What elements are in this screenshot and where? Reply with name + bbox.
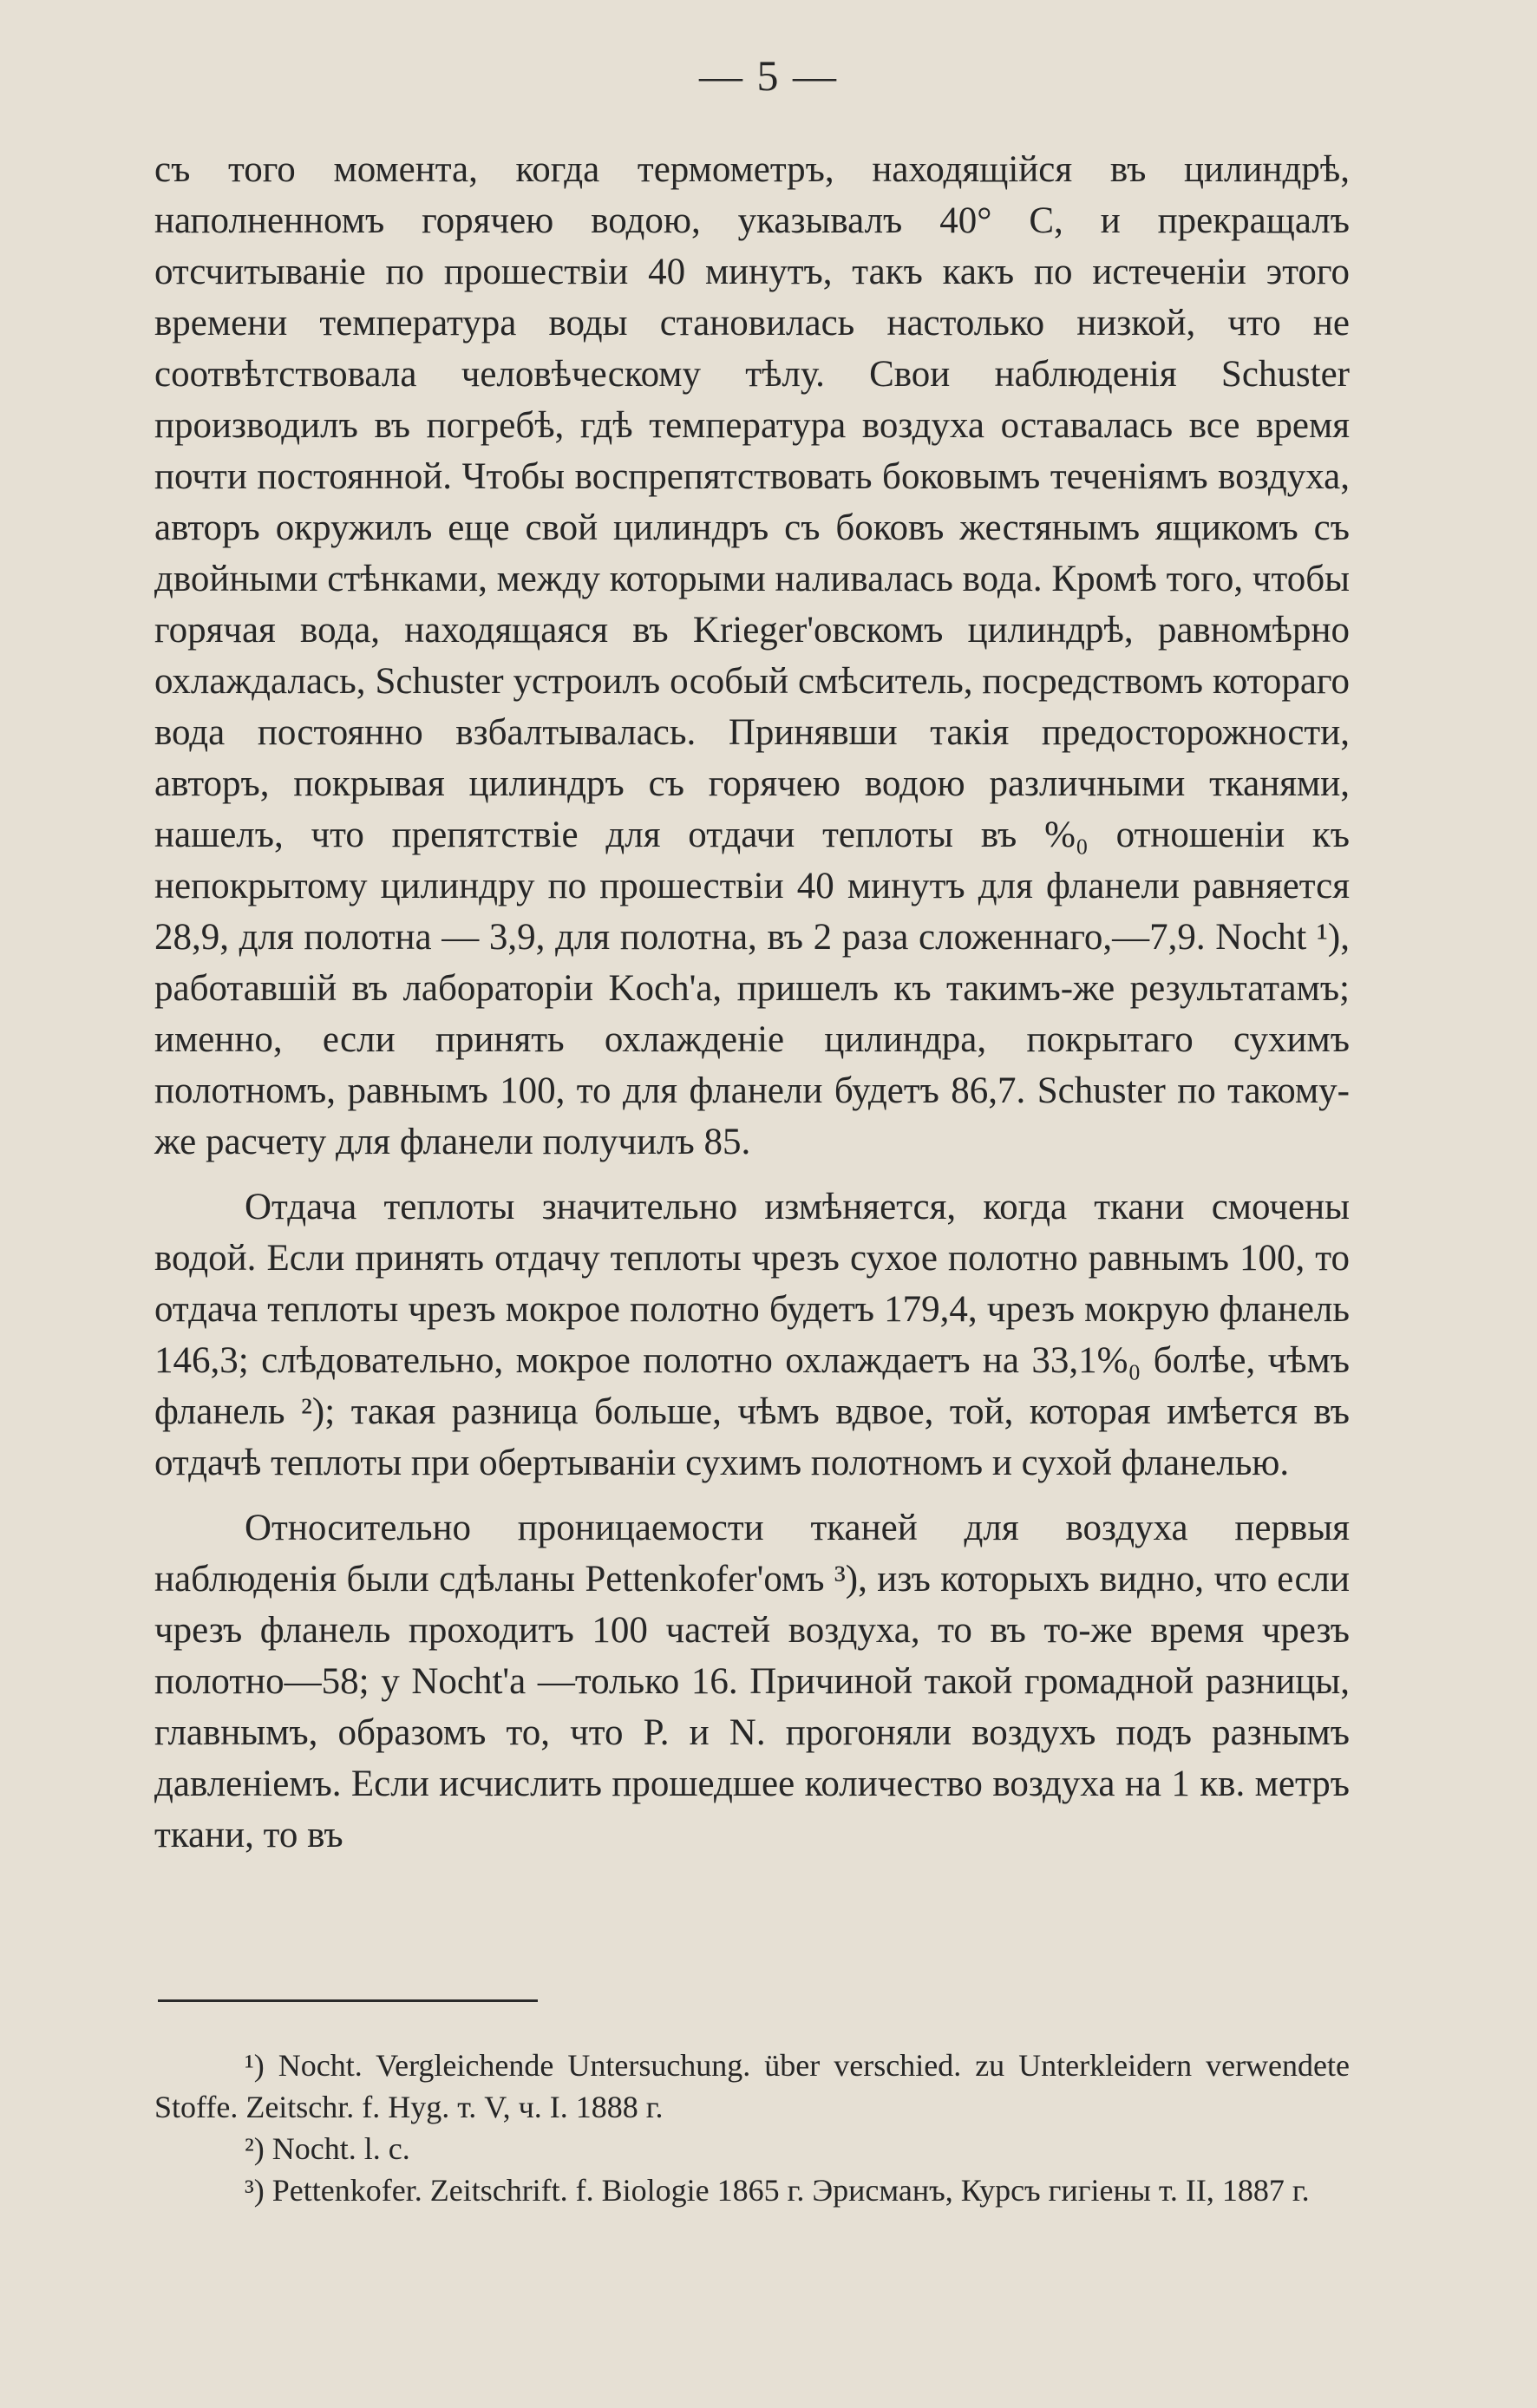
footnotes bbox=[154, 2045, 1350, 2211]
footnote-divider bbox=[158, 1999, 538, 2002]
footnote-3: ³) Pettenkofer. Zeitschrift. f. Biologie 1865 г. Эрисманъ, Курсъ гигіены т. II, 1887 г. bbox=[245, 2173, 1310, 2208]
paragraph-2: Отдача теплоты значительно измѣняется, когда ткани смочены водой. Если принять отдачу теплоты чрезъ сухое полотно равнымъ 100, то отдача теплоты чрезъ мокрое полотно будетъ 179,4, чрезъ мокрую фланель 146,3; слѣдовательно, мокрое полотно охлаждаетъ на 33,1%₀ болѣе, чѣмъ фланель ²); такая разница больше, чѣмъ вдвое, той, которая имѣется въ отдачѣ теплоты при обертываніи сухимъ полотномъ и сухой фланелью. bbox=[154, 1187, 1350, 1483]
footnote-1: ¹) Nocht. Vergleichende Untersuchung. über verschied. zu Unterkleidern verwendete Stoffe. Zeitschr. f. Hyg. т. V, ч. I. 1888 г. bbox=[154, 2048, 1350, 2124]
paragraph-1: съ того момента, когда термометръ, находящійся въ цилиндрѣ, наполненномъ горячею водою, указывалъ 40° C, и прекращалъ отсчитываніе по прошествіи 40 минутъ, такъ какъ по истеченіи этого времени температура воды становилась настолько низкой, что не соотвѣтствовала человѣческому тѣлу. Свои наблюденія Schuster производилъ въ погребѣ, гдѣ температура воздуха оставалась все время почти постоянной. Чтобы воспрепятствовать боковымъ теченіямъ воздуха, авторъ окружилъ еще свой цилиндръ съ боковъ жестянымъ ящикомъ съ двойными стѣнками, между которыми наливалась вода. Кромѣ того, чтобы горячая вода, находящаяся въ Krieger'овскомъ цилиндрѣ, равномѣрно охлаждалась, Schuster устроилъ особый смѣситель, посредствомъ котораго вода постоянно взбалтывалась. Принявши такія предосторожности, авторъ, покрывая цилиндръ съ горячею водою различными тканями, нашелъ, что препятствіе для отдачи теплоты въ %₀ отношеніи къ непокрытому цилиндру по прошествіи 40 минутъ для фланели равняется 28,9, для полотна — 3,9, для полотна, въ 2 раза сложеннаго,—7,9. Nocht ¹), работавшій въ лабораторіи Koch'а, пришелъ къ такимъ-же результатамъ; именно, если принять охлажденіе цилиндра, покрытаго сухимъ полотномъ, равнымъ 100, то для фланели будетъ 86,7. Schuster по такому-же расчету для фланели получилъ 85. bbox=[154, 149, 1350, 1162]
footnote-2: ²) Nocht. l. c. bbox=[245, 2131, 410, 2166]
body-text bbox=[154, 144, 1350, 1861]
page-number: — 5 — bbox=[699, 51, 838, 100]
paragraph-3: Относительно проницаемости тканей для воздуха первыя наблюденія были сдѣланы Pettenkofer'омъ ³), изъ которыхъ видно, что если чрезъ фланель проходитъ 100 частей воздуха, то въ то-же время чрезъ полотно—58; у Nocht'а —только 16. Причиной такой громадной разницы, главнымъ, образомъ то, что P. и N. прогоняли воздухъ подъ разнымъ давленіемъ. Если исчислить прошедшее количество воздуха на 1 кв. метръ ткани, то въ bbox=[154, 1508, 1350, 1855]
